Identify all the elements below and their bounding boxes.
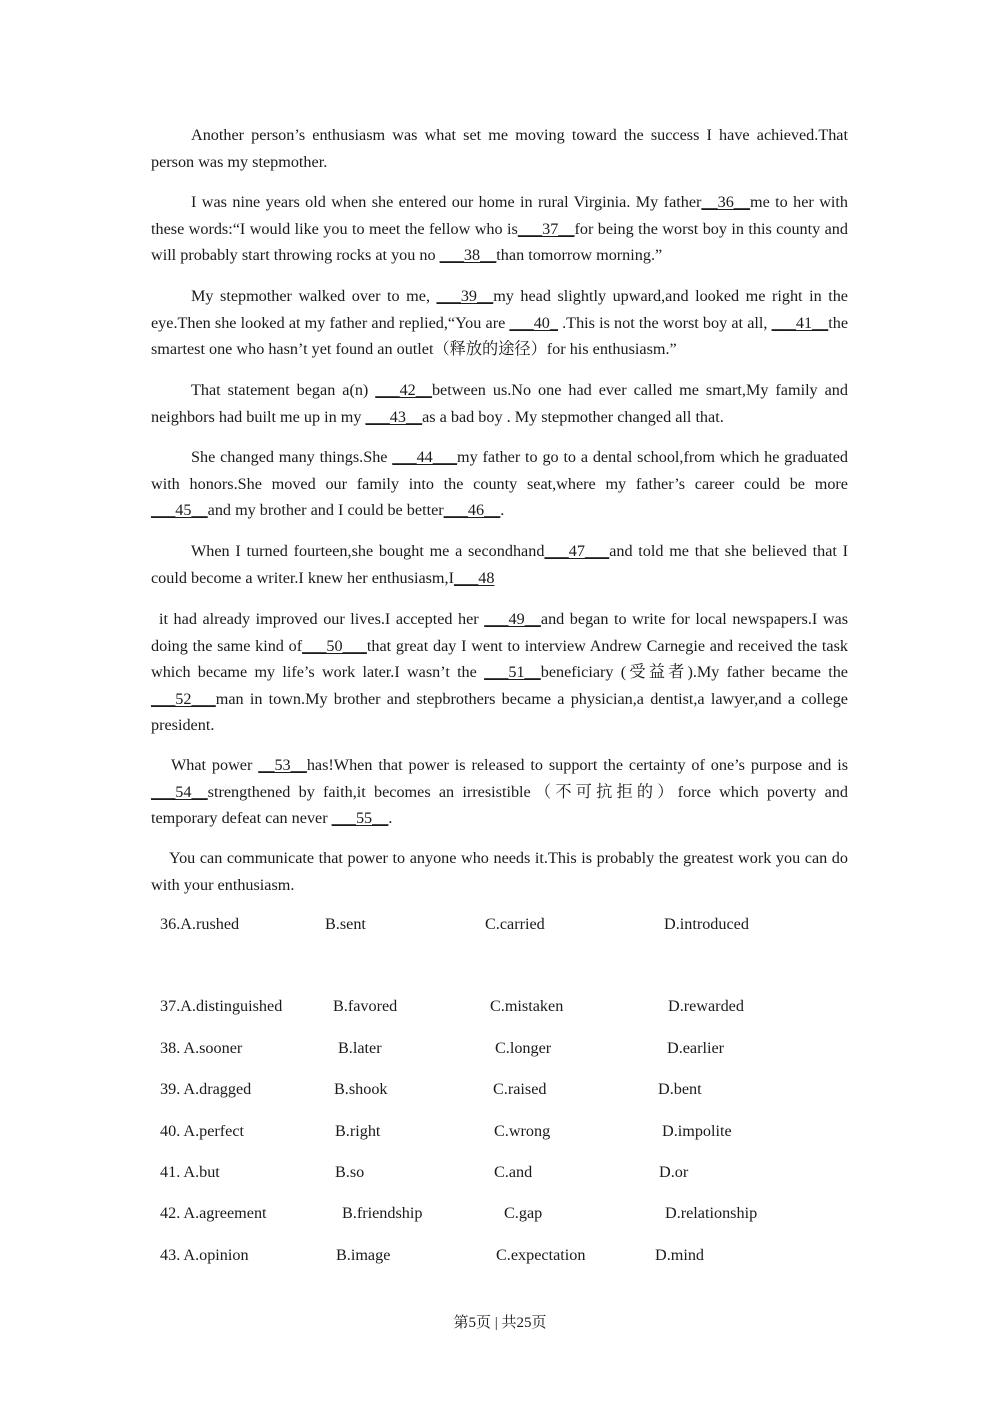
blank-44: ___44___ xyxy=(392,448,458,466)
option-b: B.right xyxy=(335,1122,381,1140)
blank-54: ___54__ xyxy=(151,782,208,801)
paragraph-text: the smartest one who hasn’t yet found an outlet（释放的途径）for his enthusiasm.” xyxy=(151,313,849,358)
paragraph-text: my father to go to a dental school,from which he graduated with honors.She moved our family into the county seat,where my father’s career could be more xyxy=(151,448,848,493)
blank-48: ___48 xyxy=(453,568,495,587)
option-row-40 xyxy=(0,1122,1000,1146)
option-b: B.friendship xyxy=(342,1204,423,1222)
option-row-41 xyxy=(0,1163,1000,1187)
option-d: D.bent xyxy=(658,1080,702,1098)
option-row-43 xyxy=(0,1246,1000,1270)
option-c: C.and xyxy=(494,1163,533,1181)
option-c: C.carried xyxy=(485,915,545,933)
option-row-38 xyxy=(0,1039,1000,1063)
option-d: D.rewarded xyxy=(668,997,744,1015)
paragraph-5 xyxy=(151,444,848,524)
blank-51: ___51__ xyxy=(484,663,541,681)
paragraph-2 xyxy=(151,189,848,269)
paragraph-text: has!When that power is released to support the certainty of one’s purpose and is xyxy=(306,756,848,774)
page-footer: 第5页 | 共25页 xyxy=(453,1315,547,1331)
option-b: B.image xyxy=(336,1246,391,1264)
option-row-39 xyxy=(0,1080,1000,1104)
option-row-42 xyxy=(0,1204,1000,1228)
paragraph-text: and began to write for local newspapers.I was doing the same kind of xyxy=(151,610,849,655)
paragraph-9 xyxy=(151,845,848,898)
blank-36: __36__ xyxy=(701,193,750,211)
blank-55: ___55__ xyxy=(331,809,389,827)
option-b: B.shook xyxy=(334,1080,388,1098)
paragraph-text: . xyxy=(388,809,393,827)
option-d: D.earlier xyxy=(667,1039,725,1057)
paragraph-6 xyxy=(151,538,848,591)
blank-49: ___49__ xyxy=(484,610,541,628)
option-b: B.later xyxy=(338,1039,382,1057)
paragraph-text: me to her with these words:“I would like you to meet the fellow who is xyxy=(151,193,848,238)
paragraph-text: You can communicate that power to anyone who needs it.This is probably the greatest work you can do with your enthusiasm. xyxy=(151,849,848,894)
paragraph-8 xyxy=(151,752,848,832)
paragraph-1 xyxy=(151,122,848,175)
paragraph-text: She changed many things.She xyxy=(191,448,393,466)
blank-43: ___43__ xyxy=(365,407,423,426)
option-a: 43. A.opinion xyxy=(160,1246,249,1264)
paragraph-text: as a bad boy . My stepmother changed all that. xyxy=(422,407,724,426)
blank-46: ___46__ xyxy=(443,501,501,519)
blank-37: ___37__ xyxy=(517,219,575,238)
paragraph-text: Another person’s enthusiasm was what set me moving toward the success I have achieved.That person was my stepmother. xyxy=(151,126,848,171)
option-b: B.sent xyxy=(325,915,366,933)
paragraph-text: My stepmother walked over to me, xyxy=(191,287,437,305)
blank-39: ___39__ xyxy=(436,287,494,305)
option-d: D.relationship xyxy=(665,1204,758,1222)
blank-53: __53__ xyxy=(258,756,307,774)
paragraph-text: . xyxy=(500,501,505,519)
blank-42: ___42__ xyxy=(375,381,432,399)
blank-40: ___40_ xyxy=(509,313,558,332)
option-a: 36.A.rushed xyxy=(160,915,240,933)
paragraph-text: I was nine years old when she entered our home in rural Virginia. My father xyxy=(191,193,702,211)
paragraph-text: than tomorrow morning.” xyxy=(496,246,663,264)
blank-41: ___41__ xyxy=(771,313,829,332)
option-a: 38. A.sooner xyxy=(160,1039,243,1057)
option-c: C.longer xyxy=(495,1039,552,1057)
paragraph-text: between us.No one had ever called me smart,My family and neighbors had built me up in my xyxy=(151,381,848,426)
option-a: 39. A.dragged xyxy=(160,1080,252,1098)
option-c: C.wrong xyxy=(494,1122,551,1140)
paragraph-text: my head slightly upward,and looked me right in the eye.Then she looked at my father and replied,“You are xyxy=(151,287,848,332)
option-d: D.introduced xyxy=(664,915,749,933)
option-a: 42. A.agreement xyxy=(160,1204,267,1222)
option-c: C.mistaken xyxy=(490,997,564,1015)
paragraph-text: man in town.My brother and stepbrothers became a physician,a dentist,a lawyer,and a college president. xyxy=(151,689,848,734)
paragraph-text: What power xyxy=(171,756,259,774)
paragraph-text: strengthened by faith,it becomes an irresistible（不可抗拒的）force which poverty and temporary defeat can never xyxy=(151,782,848,827)
paragraph-text: for being the worst boy in this county and will probably start throwing rocks at you no xyxy=(151,219,848,264)
option-a: 40. A.perfect xyxy=(160,1122,245,1140)
paragraph-4 xyxy=(151,377,848,430)
option-c: C.raised xyxy=(493,1080,547,1098)
paragraph-text: .This is not the worst boy at all, xyxy=(557,313,772,332)
blank-52: ___52___ xyxy=(151,689,216,708)
blank-47: ___47___ xyxy=(544,542,610,560)
option-d: D.impolite xyxy=(662,1122,732,1140)
option-d: D.or xyxy=(659,1163,689,1181)
option-a: 37.A.distinguished xyxy=(160,997,283,1015)
paragraph-text: and my brother and I could be better xyxy=(207,501,444,519)
blank-38: ___38__ xyxy=(439,246,497,264)
option-d: D.mind xyxy=(655,1246,705,1264)
paragraph-text: that great day I went to interview Andrew Carnegie and received the task which became my life’s work later.I wasn’t the xyxy=(151,636,848,681)
paragraph-3 xyxy=(151,283,848,363)
option-c: C.expectation xyxy=(496,1246,586,1264)
paragraph-text: it had already improved our lives.I accepted her xyxy=(159,610,485,628)
option-b: B.so xyxy=(335,1163,365,1181)
paragraph-text: beneficiary (受益者).My father became the xyxy=(540,663,848,681)
option-a: 41. A.but xyxy=(160,1163,220,1181)
blank-50: ___50___ xyxy=(302,636,367,655)
paragraph-text: That statement began a(n) xyxy=(191,381,376,399)
paragraph-text: and told me that she believed that I could become a writer.I knew her enthusiasm,I xyxy=(151,542,848,587)
option-c: C.gap xyxy=(504,1204,543,1222)
blank-45: ___45__ xyxy=(151,501,208,519)
option-b: B.favored xyxy=(333,997,398,1015)
paragraph-7 xyxy=(151,606,848,739)
paragraph-text: When I turned fourteen,she bought me a secondhand xyxy=(191,542,545,560)
option-row-36 xyxy=(0,915,1000,939)
option-row-37 xyxy=(0,997,1000,1021)
